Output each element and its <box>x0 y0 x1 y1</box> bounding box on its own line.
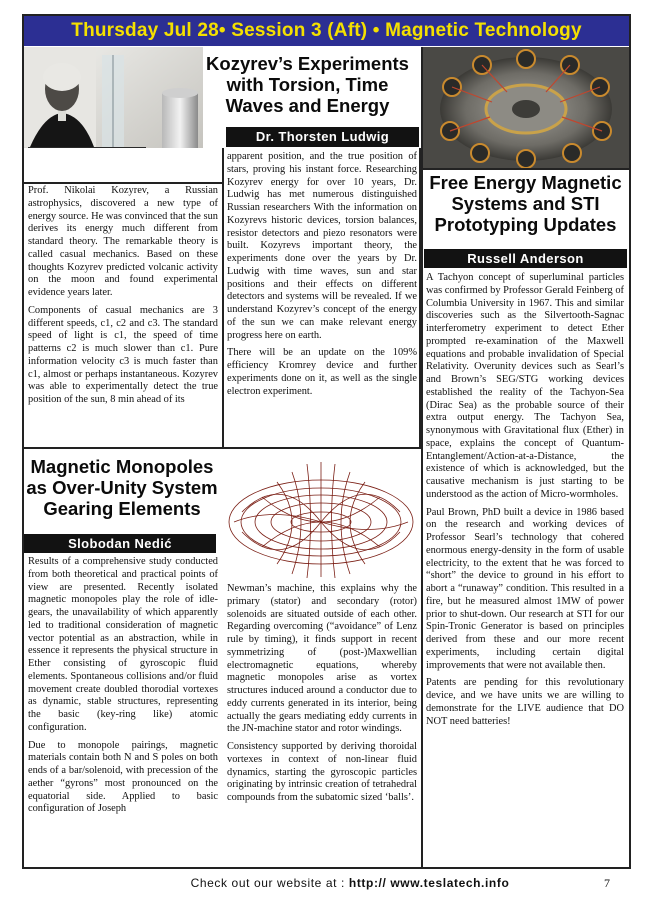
footer-website <box>150 876 550 890</box>
article1-title: Kozyrev’s Experiments with Torsion, Time Waves and Energy <box>206 53 409 117</box>
article1-paragraph: There will be an update on the 109% efficiency Kromrey device and further experiments done on it, as well as the single electron experiment. <box>227 347 417 397</box>
article1-column2 <box>227 151 417 447</box>
article1-photo-rule <box>24 182 222 184</box>
right-column-rule <box>421 47 423 869</box>
article3-paragraph: Newman’s machine, this explains why the primary (stator) and secondary (rotor) solenoids are situated outside of each other. Regarding overcoming (“avoidance” of Lenz rule by timing), it finds support in recent symmetrizing of (post-)Maxwellian electromagnetic equations, whereby magnetic monopoles arise as vortex structures induced around a conductor due to eddy currents generated in its interior, being actually the gears mediating eddy currents in the JN-machine stator and rotor windings. <box>227 583 417 735</box>
article1-column-rule <box>222 148 224 448</box>
magnetic-generator-device-photo-icon <box>422 47 629 168</box>
website-link[interactable]: http:// www.teslatech.info <box>348 876 510 890</box>
article2-photo-rule <box>421 168 630 170</box>
page-number: 7 <box>604 876 610 890</box>
article2-paragraph: Patents are pending for this revolutionary device, and we have units we are willing to demonstrate for the LIVE audience that DO NOT need batteries! <box>426 677 624 727</box>
article2-body <box>426 272 624 864</box>
article2-paragraph: A Tachyon concept of superluminal particles was confirmed by Professor Gerald Feinberg of Columbia University in 1967. This and similar discoveries such as the Silvertooth-Sagnac interferometry experiment to detect Ether prompted re-examination of the Maxwell equations and probable invalidation of Special Relativity. Overunity devices such as Searl’s and Brown’s SEG/STG working devices established the reality of the Tachyon-Sea (Dirac Sea) as the probable source of their extra output energy. The Tachyon Sea, synonymous with Gravitational flux (Ether) in space, explains the concept of Quantum-Entanglement/Action-at-a-Distance, the existence of which is acknowledged, but the causative mechanism is just starting to be understood as the action of Micro-wormholes. <box>426 272 624 500</box>
article1-column1 <box>28 185 218 447</box>
article3-gap <box>222 449 224 580</box>
footer-prefix: Check out our website at : <box>190 876 345 890</box>
article3-author: Slobodan Nedić <box>24 534 216 553</box>
article3-column1 <box>28 556 218 864</box>
article1-paragraph: Prof. Nikolai Kozyrev, a Russian astrophysics, discovered a new type of energy source. He was convinced that the sun derives its energy much different from standard theory. The remarkable theory is called casual mechanics. Based on these thoughts Kozyrev predicted volcanic activity on the moon and found experimental evidence years later. <box>28 185 218 298</box>
article1-author: Dr. Thorsten Ludwig <box>226 127 419 147</box>
article3-column2 <box>227 583 417 864</box>
article2-title: Free Energy Magnetic Systems and STI Prototyping Updates <box>429 172 622 236</box>
article2-author: Russell Anderson <box>424 249 627 268</box>
article1-paragraph: Components of casual mechanics are 3 different speeds, c1, c2 and c3. The standard speed of light is c1, the speed of time patterns c2 is much slower than c1. Pure information velocity c3 is much faster than c1, almost or perhaps instantaneous. Kozyrev was able to experimentally detect the true position of the sun, 8 min ahead of its <box>28 304 218 405</box>
article3-paragraph: Results of a comprehensive study conducted from both theoretical and practical points of view are presented. Recently isolated magnetic monopoles play the role of idle-gears, the unavailability of which apparently led to traditional consideration of magnetic vector potential as an abstraction, while in essence it represents the physical structure in Ether consisting of gyroscopic fluid elements. Spontaneous collisions and/or fluid movement create doubled thorodial vortexes as dynamic, stable structures, representing the basic (key-ring like) atomic configuration. <box>28 556 218 733</box>
article2-paragraph: Paul Brown, PhD built a device in 1986 based on the research and working devices of Professor Searl’s technology that cohered enormous energy-density in the form of usable electricity, to the extent that he was forced to “short” the device to ground in his effort to abort a “runaway” condition. This resulted in a fire, but he measured almost 1MW of power prior to shut-down. Our research at STI for our Spin-Tronic Generator is based on principles derived from these and our more recent experiments, including certain digital improvements that were not available then. <box>426 506 624 671</box>
toroidal-vortex-drawing-icon <box>222 452 420 580</box>
article3-paragraph: Due to monopole pairings, magnetic materials contain both N and S poles on both ends of a bar/solenoid, with precession of the aether “gyrons” most pronounced on the equatorial side. Applied to basic configuration of Joseph <box>28 739 218 815</box>
article1-paragraph: apparent position, and the true position of stars, proving his instant force. Researching Kozyrev energy for over 10 years, Dr. Ludwig has met numerous distinguished Russian researchers With the information on Kozyrevs historic devices, torsion balances, resistor detectors and piezo resonators were built. Kozyrevs important theory, the experiments done over the years by Dr. Ludwig with time waves, sun and star positions and their effects on different detectors and systems will be revealed. If we understand Kozyrev’s concept of the energy of the sun we can make relevant energy progress here on earth. <box>227 151 417 341</box>
article3-title: Magnetic Monopoles as Over-Unity System Gearing Elements <box>26 456 218 520</box>
session-banner: Thursday Jul 28• Session 3 (Aft) • Magnetic Technology <box>24 16 629 46</box>
article3-paragraph: Consistency supported by deriving thoroidal vortexes in context of non-linear fluid dynamics, starting the gyroscopic particles originating by intrinsic creation of tetrahedral compounds from the subatomic sized ‘balls’. <box>227 741 417 803</box>
